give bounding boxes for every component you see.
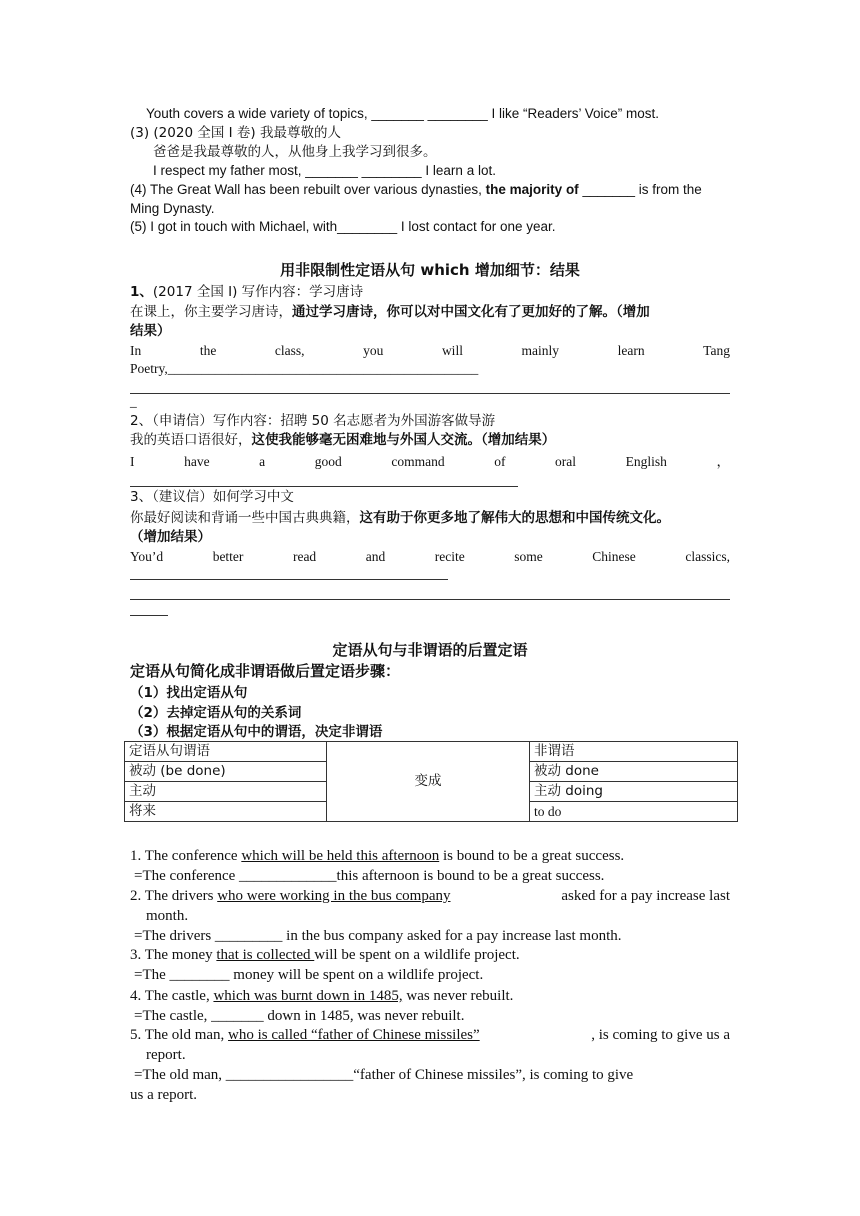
table-cell: 被动 (be done) [125, 762, 327, 782]
example-text: will be spent on a wildlife project. [314, 947, 520, 963]
table-cell-middle: 变成 [327, 742, 530, 822]
example-text: asked for a pay increase last [561, 888, 730, 904]
example-5 [130, 1025, 730, 1045]
q1-word: Tang [703, 343, 730, 358]
underlined-clause: that is collected [216, 947, 315, 963]
q2-word: have [184, 454, 210, 469]
example-4 [130, 986, 730, 1006]
q2-heading: 2、（申请信）写作内容：招聘 50 名志愿者为外国游客做导游 [130, 413, 496, 429]
table-cell: 非谓语 [530, 742, 738, 762]
item-3-english: I respect my father most, _______ ________ I learn a lot. [153, 163, 496, 178]
q1-english-line1 [130, 342, 730, 360]
item-3-heading: (3) (2020 全国 I 卷) 我最尊敬的人 [130, 125, 341, 141]
q2-cn-b: 这使我能够毫无困难地与外国人交流。（增加结果） [251, 432, 556, 448]
section-title-nonfinite: 定语从句与非谓语的后置定语 [332, 641, 528, 659]
q3-chinese-line1 [130, 509, 730, 527]
q3-cn-b: 这有助于你更多地了解伟大的思想和中国传统文化。 [359, 510, 670, 526]
q1-number: 1、 [130, 284, 153, 300]
example-text: 5. The old man, [130, 1027, 229, 1043]
q2-word: ， [716, 454, 730, 469]
section-title-which-result: 用非限制性定语从句 which 增加细节：结果 [280, 261, 580, 279]
example-2-rewrite: =The drivers _________ in the bus company asked for a pay increase last month. [134, 928, 622, 944]
example-text: was never rebuilt. [402, 988, 514, 1004]
step-2: （2）去掉定语从句的关系词 [130, 705, 302, 721]
step-1: （1）找出定语从句 [130, 685, 248, 701]
q1-chinese-line1 [130, 303, 730, 321]
q1-word: In [130, 343, 142, 358]
q2-word: good [314, 454, 342, 469]
q3-word: recite [434, 549, 465, 564]
example-2-cont: month. [146, 908, 189, 924]
step-3: （3）根据定语从句中的谓语，决定非谓语 [130, 724, 383, 740]
q1-word: will [441, 343, 463, 358]
q3-word: You’d [130, 549, 164, 564]
q1-word: mainly [521, 343, 560, 358]
example-3-rewrite: =The ________ money will be spent on a wildlife project. [134, 967, 484, 983]
example-text: 4. The castle, [130, 988, 214, 1004]
underlined-clause: who is called “father of Chinese missiles” [228, 1027, 480, 1043]
answer-line [130, 486, 518, 487]
q1-chinese-line2: 结果） [130, 323, 171, 339]
example-text: 3. The money [130, 947, 217, 963]
q3-word: read [292, 549, 317, 564]
q3-english-line1 [130, 548, 730, 566]
example-1-rewrite: =The conference _____________this afternoon is bound to be a great success. [134, 868, 605, 884]
underlined-clause: which was burnt down in 1485, [213, 988, 403, 1004]
item-4-text-c: _______ is from the [578, 182, 702, 197]
table-cell: 定语从句谓语 [125, 742, 327, 762]
youth-sentence: Youth covers a wide variety of topics, _______ ________ I like “Readers’ Voice” most. [146, 106, 660, 121]
q2-word: I [130, 454, 135, 469]
table-row [125, 742, 738, 762]
example-4-rewrite: =The castle, _______ down in 1485, was never rebuilt. [134, 1008, 465, 1024]
q3-heading: 3、（建议信）如何学习中文 [130, 489, 294, 505]
q3-word: classics, [685, 549, 730, 564]
q1-tail: _ [130, 394, 137, 409]
q1-word: the [199, 343, 217, 358]
q2-word: command [391, 454, 445, 469]
example-text: 1. The conference [130, 848, 242, 864]
answer-line [130, 615, 168, 616]
example-text: 2. The drivers [130, 888, 218, 904]
example-5-rewrite-cont: us a report. [130, 1087, 198, 1103]
item-3-chinese: 爸爸是我最尊敬的人，从他身上我学习到很多。 [153, 144, 437, 160]
q1-cn-a: 在课上，你主要学习唐诗， [130, 304, 292, 320]
table-cell: 被动 done [530, 762, 738, 782]
example-5-cont: report. [146, 1047, 186, 1063]
example-3 [130, 945, 730, 965]
q3-word: and [365, 549, 386, 564]
table-cell: to do [530, 802, 738, 822]
q1-english-line2: Poetry,______________________________________________ [130, 361, 479, 376]
q2-word: a [259, 454, 266, 469]
q2-chinese [130, 431, 730, 449]
q2-word: English [625, 454, 667, 469]
table-cell: 主动 doing [530, 782, 738, 802]
q2-cn-a: 我的英语口语很好， [130, 432, 252, 448]
item-5: (5) I got in touch with Michael, with________ I lost contact for one year. [130, 219, 556, 234]
q1-head-text: (2017 全国 I) 写作内容：学习唐诗 [152, 284, 364, 300]
q3-word: Chinese [592, 549, 636, 564]
table-cell: 主动 [125, 782, 327, 802]
q1-word: you [363, 343, 384, 358]
item-4-text-a: (4) The Great Wall has been rebuilt over various dynasties, [130, 182, 486, 197]
q1-word: class, [274, 343, 305, 358]
q1-cn-b: 通过学习唐诗，你可以对中国文化有了更加好的了解。（增加 [292, 304, 650, 320]
item-4-line1 [130, 181, 730, 199]
steps-heading: 定语从句简化成非谓语做后置定语步骤： [130, 662, 401, 680]
q2-english-line1 [130, 453, 730, 471]
example-text: , is coming to give us a [591, 1027, 730, 1043]
table-cell: 将来 [125, 802, 327, 822]
q1-heading [130, 283, 730, 301]
q2-word: oral [555, 454, 577, 469]
item-4-bold: the majority of [485, 182, 579, 197]
underlined-clause: which will be held this afternoon [241, 848, 440, 864]
q3-chinese-line2: （增加结果） [130, 529, 211, 545]
q1-word: learn [617, 343, 645, 358]
example-5-rewrite: =The old man, _________________“father of Chinese missiles”, is coming to give [134, 1067, 634, 1083]
q3-cn-a: 你最好阅读和背诵一些中国古典典籍， [130, 510, 360, 526]
underlined-clause: who were working in the bus company [217, 888, 451, 904]
q2-word: of [494, 454, 506, 469]
conversion-table [124, 741, 738, 822]
example-text: is bound to be a great success. [439, 848, 625, 864]
answer-line [130, 599, 730, 600]
q3-word: better [212, 549, 244, 564]
item-4-line2: Ming Dynasty. [130, 201, 215, 216]
example-2 [130, 886, 730, 906]
q3-word: some [514, 549, 543, 564]
answer-line [130, 579, 448, 580]
example-1 [130, 846, 730, 866]
